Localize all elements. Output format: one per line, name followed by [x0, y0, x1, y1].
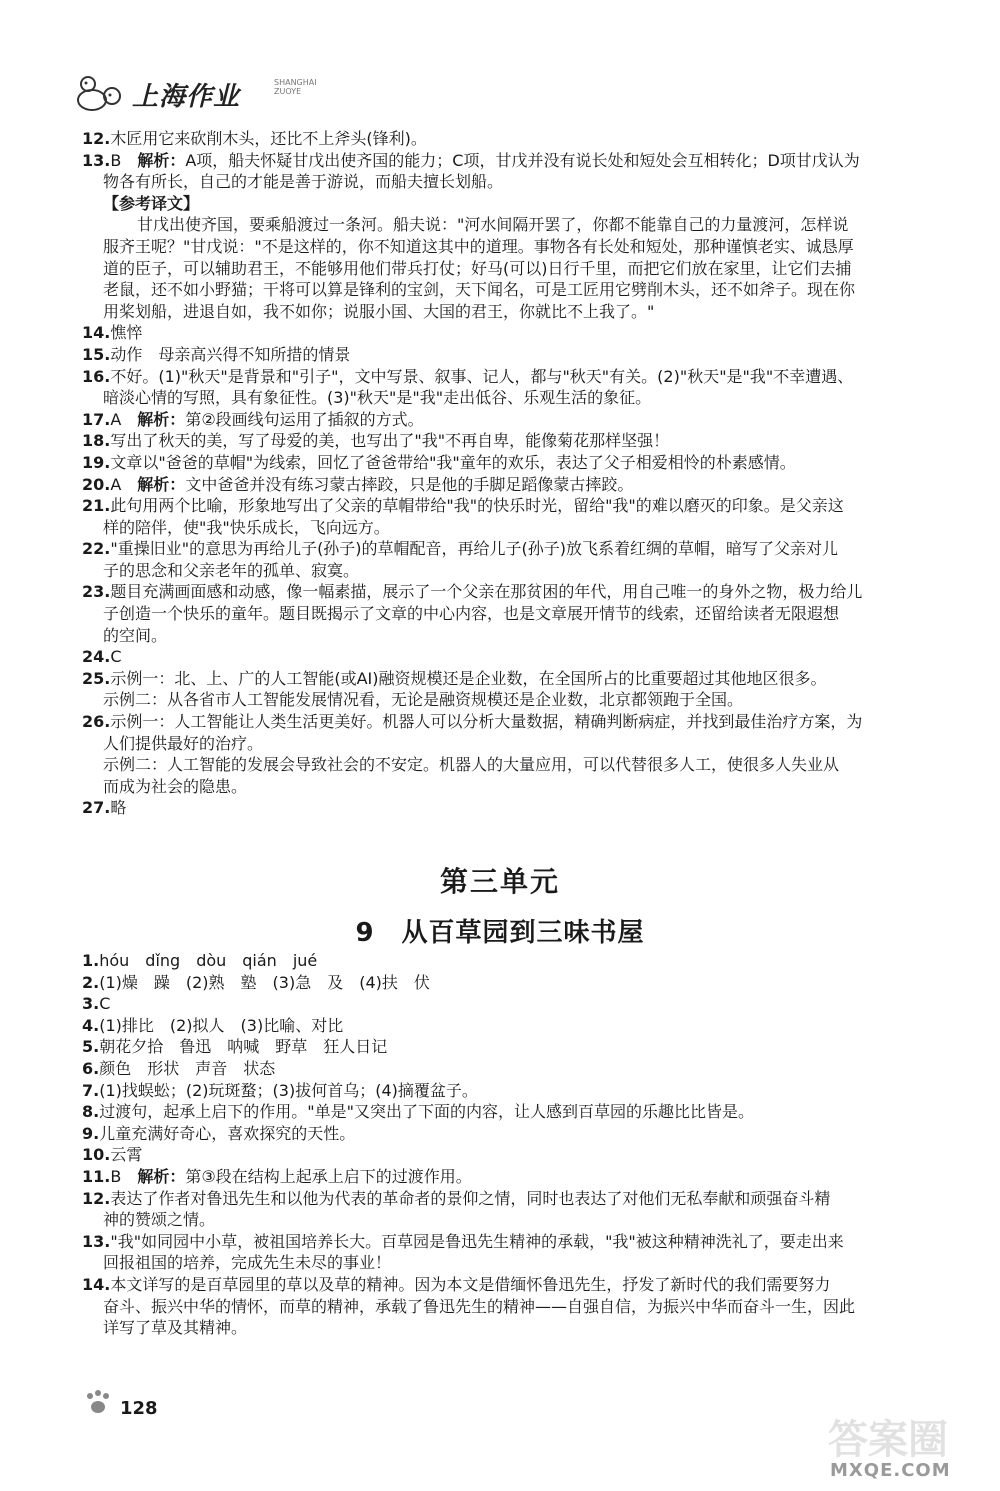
answer-line	[82, 517, 932, 539]
answer-text: 【参考译文】	[103, 193, 200, 213]
answer-text: 甘戊出使齐国，要乘船渡过一条河。船夫说："河水间隔开罢了，你都不能靠自己的力量渡河，怎样说	[137, 215, 849, 235]
answer-line	[82, 452, 932, 474]
question-number: 7.	[82, 1080, 100, 1100]
question-number: 14.	[82, 1274, 111, 1294]
answer-line	[82, 689, 932, 711]
answer-section-1	[82, 128, 932, 819]
question-number: 26.	[82, 712, 111, 732]
analysis-label: 解析：	[137, 409, 186, 429]
answer-line	[82, 1274, 932, 1296]
answer-text: 道的臣子，可以辅助君王，不能够用他们带兵打仗；好马(可以)日行千里，而把它们放在家里，让它们去捕	[103, 258, 852, 278]
answer-text: 示例二：人工智能的发展会导致社会的不安定。机器人的大量应用，可以代替很多人工，使很多人失业从	[103, 755, 840, 775]
question-number: 10.	[82, 1145, 111, 1165]
answer-line	[82, 322, 932, 344]
answer-text: 此句用两个比喻，形象地写出了父亲的草帽带给"我"的快乐时光，留给"我"的难以磨灭的印象。是父亲这	[110, 496, 844, 516]
answer-text: 人们提供最好的治疗。	[103, 733, 264, 753]
question-number: 11.	[82, 1166, 111, 1186]
question-number: 13.	[82, 150, 111, 170]
answer-line	[82, 430, 932, 452]
answer-text: 题目充满画面感和动感，像一幅素描，展示了一个父亲在那贫困的年代，用自己唯一的身外之物，极力给儿	[110, 582, 863, 602]
header-logo	[74, 66, 334, 116]
answer-text: 详写了草及其精神。	[103, 1318, 248, 1338]
question-number: 17.	[82, 409, 111, 429]
answer-line	[82, 1296, 932, 1318]
answer-text: (1)燥 躁 (2)熟 塾 (3)急 及 (4)扶 伏	[99, 972, 430, 992]
answer-text: A 解析：文中爸爸并没有练习蒙古摔跤，只是他的手脚足蹈像蒙古摔跤。	[110, 474, 634, 494]
page-number: 128	[120, 1398, 158, 1419]
answer-text: 表达了作者对鲁迅先生和以他为代表的革命者的景仰之情，同时也表达了对他们无私奉献和顽强奋斗精	[110, 1188, 831, 1208]
answer-section-2	[82, 950, 932, 1339]
answer-text: (1)排比 (2)拟人 (3)比喻、对比	[99, 1015, 344, 1035]
answer-text: 朝花夕拾 鲁迅 呐喊 野草 狂人日记	[99, 1037, 388, 1057]
answer-line	[82, 301, 932, 323]
answer-line	[82, 474, 932, 496]
watermark-url: MXQE.COM	[830, 1460, 951, 1481]
answer-line	[82, 711, 932, 733]
answer-line	[82, 560, 932, 582]
answer-text: 儿童充满好奇心，喜欢探究的天性。	[99, 1123, 356, 1143]
answer-text: C	[99, 994, 111, 1014]
answer-line	[82, 1123, 932, 1145]
answer-line	[82, 1101, 932, 1123]
answer-line	[82, 733, 932, 755]
answer-line	[82, 128, 932, 150]
question-number: 3.	[82, 994, 100, 1014]
answer-text: 本文详写的是百草园里的草以及草的精神。因为本文是借缅怀鲁迅先生，抒发了新时代的我们需要努力	[110, 1274, 831, 1294]
question-number: 13.	[82, 1231, 111, 1251]
question-number: 9.	[82, 1123, 100, 1143]
answer-line	[82, 581, 932, 603]
answer-line	[82, 236, 932, 258]
answer-line	[82, 1015, 932, 1037]
answer-line	[82, 1209, 932, 1231]
answer-text: 用桨划船，进退自如，我不如你；说服小国、大国的君王，你就比不上我了。"	[103, 301, 655, 321]
answer-line	[82, 625, 932, 647]
answer-line	[82, 258, 932, 280]
answer-text: 颜色 形状 声音 状态	[99, 1058, 276, 1078]
answer-line	[82, 193, 932, 215]
answer-text: 样的陪伴，使"我"快乐成长，飞向远方。	[103, 517, 390, 537]
question-number: 4.	[82, 1015, 100, 1035]
answer-line	[82, 1188, 932, 1210]
answer-line	[82, 279, 932, 301]
answer-line	[82, 538, 932, 560]
unit-title: 第三单元	[439, 865, 560, 898]
cartoon-mascot-icon	[74, 70, 130, 114]
answer-line	[82, 776, 932, 798]
answer-line	[82, 1144, 932, 1166]
answer-line	[82, 387, 932, 409]
question-number: 20.	[82, 474, 111, 494]
answer-line	[82, 646, 932, 668]
question-number: 8.	[82, 1102, 100, 1122]
question-number: 12.	[82, 1188, 111, 1208]
answer-text: 示例一：人工智能让人类生活更美好。机器人可以分析大量数据，精确判断病症，并找到最佳治疗方案，为	[110, 712, 863, 732]
question-number: 12.	[82, 129, 111, 148]
lesson-title: 9 从百草园到三味书屋	[355, 918, 645, 948]
answer-text: C	[110, 647, 122, 667]
answer-line	[82, 950, 932, 972]
question-number: 6.	[82, 1058, 100, 1078]
answer-line	[82, 150, 932, 172]
watermark-text: 答案圈	[828, 1417, 948, 1463]
answer-text: "重操旧业"的意思为再给儿子(孙子)的草帽配音，再给儿子(孙子)放飞系着红绸的草帽，暗写了父亲对儿	[110, 539, 839, 559]
question-number: 19.	[82, 452, 111, 472]
answer-line	[82, 1317, 932, 1339]
question-number: 14.	[82, 323, 111, 343]
analysis-label: 解析：	[137, 150, 186, 170]
answer-text: 而成为社会的隐患。	[103, 776, 248, 796]
answer-line	[82, 1080, 932, 1102]
question-number: 18.	[82, 431, 111, 451]
answer-line	[82, 668, 932, 690]
answer-line	[82, 344, 932, 366]
brand-title: 上海作业	[132, 82, 241, 112]
answer-text: 暗淡心情的写照，具有象征性。(3)"秋天"是"我"走出低谷、乐观生活的象征。	[103, 388, 652, 408]
question-number: 27.	[82, 798, 111, 818]
answer-line	[82, 1252, 932, 1274]
question-number: 21.	[82, 496, 111, 516]
answer-text: 木匠用它来砍削木头，还比不上斧头(锋利)。	[110, 129, 427, 148]
answer-text: 憔悴	[110, 323, 143, 343]
answer-line	[82, 603, 932, 625]
answer-text: 子的思念和父亲老年的孤单、寂寞。	[103, 560, 360, 580]
answer-line	[82, 1058, 932, 1080]
answer-text: 子创造一个快乐的童年。题目既揭示了文章的中心内容，也是文章展开情节的线索，还留给读者无限遐想	[103, 604, 840, 624]
answer-text: 不好。(1)"秋天"是背景和"引子"，文中写景、叙事、记人，都与"秋天"有关。(2)"秋天"是"我"不幸遭遇、	[110, 366, 854, 386]
answer-text: "我"如同园中小草，被祖国培养长大。百草园是鲁迅先生精神的承载，"我"被这种精神洗礼了，要走出来	[110, 1231, 844, 1251]
answer-line	[82, 171, 932, 193]
question-number: 25.	[82, 668, 111, 688]
question-number: 24.	[82, 647, 111, 667]
question-number: 5.	[82, 1037, 100, 1057]
answer-line	[82, 409, 932, 431]
answer-text: 文章以"爸爸的草帽"为线索，回忆了爸爸带给"我"童年的欢乐，表达了父子相爱相怜的朴素感情。	[110, 452, 796, 472]
answer-line	[82, 754, 932, 776]
answer-text: 写出了秋天的美，写了母爱的美，也写出了"我"不再自卑，能像菊花那样坚强！	[110, 431, 670, 451]
answer-text: B 解析：第③段在结构上起承上启下的过渡作用。	[110, 1166, 472, 1186]
answer-line	[82, 214, 932, 236]
analysis-label: 解析：	[137, 474, 186, 494]
answer-text: 云霄	[110, 1145, 143, 1165]
answer-text: 奋斗、振兴中华的情怀，而草的精神，承载了鲁迅先生的精神——自强自信，为振兴中华而奋斗一生，因此	[103, 1296, 856, 1316]
brand-subtitle: SHANGHAI ZUOYE	[274, 78, 317, 96]
answer-text: hóu dǐng dòu qián jué	[99, 951, 318, 970]
question-number: 16.	[82, 366, 111, 386]
answer-line	[82, 972, 932, 994]
answer-text: 过渡句，起承上启下的作用。"单是"又突出了下面的内容，让人感到百草园的乐趣比比皆是。	[99, 1102, 754, 1122]
answer-text: 物各有所长，自己的才能是善于游说，而船夫擅长划船。	[103, 172, 504, 192]
question-number: 2.	[82, 972, 100, 992]
answer-text: 神的赞颂之情。	[103, 1210, 216, 1230]
question-number: 23.	[82, 582, 111, 602]
answer-text: 回报祖国的培养，完成先生未尽的事业！	[103, 1253, 392, 1273]
answer-text: 的空间。	[103, 625, 168, 645]
answer-text: 示例一：北、上、广的人工智能(或AI)融资规模还是企业数，在全国所占的比重要超过其他地区很多。	[110, 668, 827, 688]
answer-line	[82, 366, 932, 388]
answer-line	[82, 1036, 932, 1058]
answer-text: 动作 母亲高兴得不知所措的情景	[110, 344, 351, 364]
answer-text: B 解析：A项，船夫怀疑甘戊出使齐国的能力；C项，甘戊并没有说长处和短处会互相转化；D项甘戊认为	[110, 150, 860, 170]
answer-line	[82, 1231, 932, 1253]
question-number: 15.	[82, 344, 111, 364]
answer-line	[82, 797, 932, 819]
question-number: 22.	[82, 539, 111, 559]
answer-text: A 解析：第②段画线句运用了插叙的方式。	[110, 409, 424, 429]
answer-text: 老鼠，还不如小野猫；干将可以算是锋利的宝剑，天下闻名，可是工匠用它劈削木头，还不如斧子。现在你	[103, 280, 856, 300]
footer-paw-icon	[82, 1388, 116, 1422]
answer-line	[82, 993, 932, 1015]
answer-line	[82, 495, 932, 517]
answer-text: (1)找蜈蚣；(2)玩斑蝥；(3)拔何首乌；(4)摘覆盆子。	[99, 1080, 478, 1100]
answer-text: 略	[110, 798, 127, 818]
answer-text: 示例二：从各省市人工智能发展情况看，无论是融资规模还是企业数，北京都领跑于全国。	[103, 690, 744, 710]
question-number: 1.	[82, 951, 100, 970]
answer-line	[82, 1166, 932, 1188]
answer-text: 服齐王呢？"甘戊说："不是这样的，你不知道这其中的道理。事物各有长处和短处，那种谨慎老实、诚恳厚	[103, 236, 854, 256]
analysis-label: 解析：	[137, 1166, 186, 1186]
